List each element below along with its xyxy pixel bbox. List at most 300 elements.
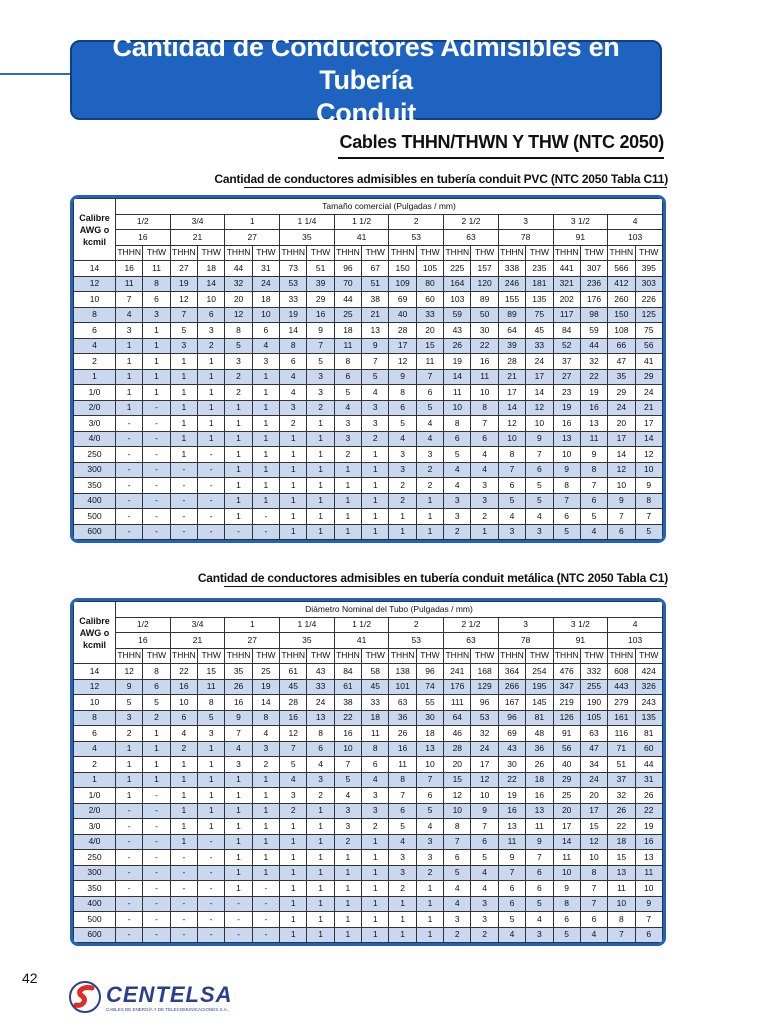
table-cell: 1: [307, 431, 334, 447]
table-cell: 8: [143, 664, 170, 680]
table-cell: 6: [471, 431, 498, 447]
table-cell: 4: [416, 819, 443, 835]
thhn-header: THHN: [444, 245, 471, 261]
table-cell: 1: [252, 478, 279, 494]
table-cell: 4: [416, 416, 443, 432]
table-cell: 22: [635, 803, 662, 819]
thhn-header: THHN: [608, 245, 635, 261]
table-cell: 1: [389, 524, 416, 540]
table-cell: 25: [252, 664, 279, 680]
table-cell: 125: [635, 307, 662, 323]
table-cell: 2: [471, 927, 498, 943]
table-cell: 5: [498, 493, 525, 509]
table-cell: 176: [580, 292, 607, 308]
gauge-cell: 4: [74, 741, 116, 757]
page-title-line1: Cantidad de Conductores Admisibles en Tubería: [112, 31, 620, 95]
table-cell: 7: [334, 757, 361, 773]
table-cell: 7: [170, 307, 197, 323]
table-cell: 37: [553, 354, 580, 370]
table-cell: 1: [225, 400, 252, 416]
table-row: [74, 726, 663, 742]
table-cell: 1: [116, 385, 143, 401]
table-cell: 3: [362, 400, 389, 416]
table-cell: 13: [307, 710, 334, 726]
table-cell: 1: [252, 400, 279, 416]
table-cell: 5: [334, 772, 361, 788]
table-cell: 96: [498, 710, 525, 726]
table-cell: 3: [362, 803, 389, 819]
table-cell: 29: [553, 772, 580, 788]
table-cell: 5: [444, 865, 471, 881]
table-cell: -: [252, 912, 279, 928]
table-cell: 11: [116, 276, 143, 292]
table-cell: 3: [116, 710, 143, 726]
table-cell: -: [116, 819, 143, 835]
table-cell: 24: [526, 354, 553, 370]
page-subtitle: Cables THHN/THWN Y THW (NTC 2050): [339, 132, 664, 152]
table-cell: 33: [307, 679, 334, 695]
table-cell: -: [170, 478, 197, 494]
table-cell: 1: [280, 927, 307, 943]
table-cell: 20: [580, 788, 607, 804]
size-mm-header: 27: [225, 230, 280, 246]
table-cell: 105: [416, 261, 443, 277]
table-cell: 15: [198, 664, 225, 680]
table-cell: 1: [416, 912, 443, 928]
size-mm-header: 63: [444, 230, 499, 246]
table-cell: 69: [498, 726, 525, 742]
table-cell: 3: [334, 416, 361, 432]
table-cell: 6: [553, 912, 580, 928]
table-cell: 7: [416, 369, 443, 385]
gauge-cell: 400: [74, 896, 116, 912]
table-cell: 1: [252, 385, 279, 401]
table-cell: 22: [471, 338, 498, 354]
table-cell: 1: [170, 385, 197, 401]
table-cell: 3: [198, 726, 225, 742]
table-cell: -: [225, 912, 252, 928]
table-cell: 3: [334, 819, 361, 835]
table-cell: 71: [608, 741, 635, 757]
gauge-cell: 6: [74, 323, 116, 339]
size-inch-header: 1 1/2: [334, 617, 389, 633]
gauge-cell: 4: [74, 338, 116, 354]
table-cell: 6: [498, 881, 525, 897]
table-row: [74, 757, 663, 773]
size-mm-header: 35: [280, 633, 335, 649]
table-cell: 80: [416, 276, 443, 292]
table-cell: 26: [635, 788, 662, 804]
gauge-cell: 500: [74, 509, 116, 525]
gauge-cell: 3/0: [74, 819, 116, 835]
table-cell: 1: [143, 338, 170, 354]
table-cell: 6: [198, 307, 225, 323]
table-cell: 38: [362, 292, 389, 308]
table-cell: 6: [580, 493, 607, 509]
table-cell: 32: [471, 726, 498, 742]
table-cell: 35: [225, 664, 252, 680]
table-cell: 18: [198, 261, 225, 277]
table-cell: 225: [444, 261, 471, 277]
gauge-cell: 2: [74, 757, 116, 773]
table-cell: -: [198, 524, 225, 540]
table-cell: 4: [334, 788, 361, 804]
table-cell: 1: [143, 369, 170, 385]
table-cell: 3: [389, 447, 416, 463]
table-cell: 14: [635, 431, 662, 447]
thw-header: THW: [252, 648, 279, 664]
table-cell: 7: [416, 772, 443, 788]
table-cell: 64: [498, 323, 525, 339]
thw-header: THW: [143, 245, 170, 261]
table-cell: 19: [580, 385, 607, 401]
table-cell: 14: [280, 323, 307, 339]
table-cell: 1: [307, 524, 334, 540]
table-cell: 8: [444, 819, 471, 835]
table-cell: 60: [416, 292, 443, 308]
table-cell: 4: [389, 834, 416, 850]
table-cell: 6: [471, 834, 498, 850]
table-cell: 13: [498, 819, 525, 835]
table-row: [74, 695, 663, 711]
table-cell: 40: [389, 307, 416, 323]
table-cell: 476: [553, 664, 580, 680]
table-cell: 1: [252, 865, 279, 881]
table-cell: 8: [307, 726, 334, 742]
table-row: [74, 881, 663, 897]
table-row: [74, 788, 663, 804]
table-cell: 47: [608, 354, 635, 370]
table-cell: 3: [252, 354, 279, 370]
table-cell: 8: [553, 896, 580, 912]
table-cell: 7: [553, 493, 580, 509]
table-cell: 8: [252, 710, 279, 726]
table-cell: -: [116, 896, 143, 912]
table-cell: 17: [635, 416, 662, 432]
table-cell: 29: [307, 292, 334, 308]
table-cell: 1: [252, 462, 279, 478]
table-cell: 20: [444, 757, 471, 773]
table-cell: 4: [280, 369, 307, 385]
table-cell: 6: [526, 865, 553, 881]
table-cell: 6: [608, 524, 635, 540]
table-cell: 3: [389, 865, 416, 881]
table-cell: 45: [362, 679, 389, 695]
table-cell: 1: [334, 896, 361, 912]
table-cell: 19: [553, 400, 580, 416]
table-cell: 33: [416, 307, 443, 323]
table-row: [74, 369, 663, 385]
table-cell: 4: [280, 385, 307, 401]
table-cell: 22: [608, 819, 635, 835]
table-cell: -: [143, 819, 170, 835]
table-cell: 3: [444, 493, 471, 509]
table-cell: 3: [444, 912, 471, 928]
table-cell: -: [143, 896, 170, 912]
table-cell: 1: [362, 850, 389, 866]
table-cell: 19: [498, 788, 525, 804]
table-cell: 1: [198, 819, 225, 835]
thhn-header: THHN: [553, 245, 580, 261]
table-cell: 6: [170, 710, 197, 726]
table-cell: 7: [444, 834, 471, 850]
table-cell: -: [252, 881, 279, 897]
table-cell: 17: [471, 757, 498, 773]
table-cell: 11: [498, 834, 525, 850]
table-cell: 1: [362, 896, 389, 912]
table-cell: -: [225, 927, 252, 943]
table-cell: 4: [580, 927, 607, 943]
table-cell: 14: [252, 695, 279, 711]
table-cell: 26: [526, 757, 553, 773]
table-cell: 6: [580, 912, 607, 928]
table-cell: 10: [198, 292, 225, 308]
table-cell: 441: [553, 261, 580, 277]
table-cell: 10: [444, 803, 471, 819]
thw-header: THW: [362, 648, 389, 664]
table-cell: 43: [307, 664, 334, 680]
table-cell: -: [252, 896, 279, 912]
table-cell: 16: [580, 400, 607, 416]
table-cell: -: [170, 850, 197, 866]
table-cell: -: [198, 850, 225, 866]
table-row: [74, 385, 663, 401]
table-cell: 16: [471, 354, 498, 370]
size-inch-header: 2: [389, 214, 444, 230]
table-cell: 13: [526, 803, 553, 819]
table-cell: 5: [225, 338, 252, 354]
table-cell: 4: [362, 772, 389, 788]
table-cell: 16: [116, 261, 143, 277]
table-cell: 28: [498, 354, 525, 370]
thw-header: THW: [635, 245, 662, 261]
page-number: 42: [22, 970, 38, 986]
table-cell: -: [198, 912, 225, 928]
table-cell: 10: [170, 695, 197, 711]
table-cell: 1: [225, 447, 252, 463]
table-cell: 1: [362, 524, 389, 540]
table-cell: 7: [362, 354, 389, 370]
table-cell: 1: [198, 431, 225, 447]
table-cell: 3: [170, 338, 197, 354]
table-cell: 1: [307, 912, 334, 928]
thw-header: THW: [471, 648, 498, 664]
table-cell: 17: [608, 431, 635, 447]
table-cell: 1: [307, 834, 334, 850]
table-cell: 23: [553, 385, 580, 401]
table-cell: 14: [198, 276, 225, 292]
table-cell: 4: [362, 385, 389, 401]
table-cell: 1: [170, 416, 197, 432]
table-cell: 1: [334, 524, 361, 540]
table-cell: 67: [362, 261, 389, 277]
table-cell: 246: [498, 276, 525, 292]
table-cell: 103: [444, 292, 471, 308]
thw-header: THW: [143, 648, 170, 664]
table-cell: 4: [416, 431, 443, 447]
table-cell: 20: [553, 803, 580, 819]
table-cell: -: [116, 493, 143, 509]
table-cell: 1: [280, 478, 307, 494]
table-cell: 135: [635, 710, 662, 726]
gauge-cell: 3/0: [74, 416, 116, 432]
table-cell: 1: [225, 881, 252, 897]
table-cell: 14: [498, 400, 525, 416]
table-cell: 13: [553, 431, 580, 447]
table-cell: -: [252, 524, 279, 540]
table-cell: 91: [553, 726, 580, 742]
table-cell: 1: [170, 369, 197, 385]
table-cell: 1: [307, 881, 334, 897]
table-cell: 279: [608, 695, 635, 711]
table-cell: 1: [334, 478, 361, 494]
table-cell: 13: [362, 323, 389, 339]
table-cell: 53: [280, 276, 307, 292]
table-cell: 33: [362, 695, 389, 711]
table-row: [74, 276, 663, 292]
centelsa-logo-icon: [68, 980, 102, 1014]
table-cell: 1: [225, 772, 252, 788]
logo-tagline: CABLES DE ENERGÍA Y DE TELECOMUNICACIONES S.A.: [106, 1007, 229, 1012]
table-cell: 129: [471, 679, 498, 695]
table-cell: 7: [580, 896, 607, 912]
table-cell: -: [143, 400, 170, 416]
page-title-banner: [70, 31, 662, 128]
table-cell: 2: [389, 881, 416, 897]
table-cell: 4: [471, 447, 498, 463]
table-cell: 3: [362, 416, 389, 432]
table-cell: 16: [389, 741, 416, 757]
table-cell: 1: [280, 462, 307, 478]
table-cell: 176: [444, 679, 471, 695]
table-cell: 8: [143, 276, 170, 292]
table-cell: 167: [498, 695, 525, 711]
table-row: [74, 400, 663, 416]
table-cell: -: [116, 927, 143, 943]
table-cell: 1: [416, 493, 443, 509]
table-cell: 7: [471, 416, 498, 432]
gauge-cell: 1: [74, 369, 116, 385]
table-cell: 5: [416, 803, 443, 819]
table-cell: 3: [526, 927, 553, 943]
table-cell: -: [198, 834, 225, 850]
table-cell: 21: [362, 307, 389, 323]
table-cell: 1: [170, 803, 197, 819]
table-cell: 16: [307, 307, 334, 323]
table-cell: 7: [498, 865, 525, 881]
table-cell: 24: [635, 385, 662, 401]
table-cell: -: [170, 927, 197, 943]
table-cell: 255: [580, 679, 607, 695]
table-cell: 20: [225, 292, 252, 308]
table-row: [74, 803, 663, 819]
table-cell: -: [170, 865, 197, 881]
table-cell: 5: [170, 323, 197, 339]
table-cell: -: [170, 524, 197, 540]
table-cell: 13: [580, 416, 607, 432]
table-cell: 17: [526, 369, 553, 385]
table-cell: 1: [280, 431, 307, 447]
table-cell: 15: [416, 338, 443, 354]
table-cell: 241: [444, 664, 471, 680]
table-cell: 1: [362, 509, 389, 525]
table-cell: 4: [444, 896, 471, 912]
table-row: [74, 509, 663, 525]
table-cell: 3: [225, 757, 252, 773]
table-row: [74, 338, 663, 354]
table-cell: 26: [225, 679, 252, 695]
table-cell: 11: [143, 261, 170, 277]
table-cell: 1: [362, 834, 389, 850]
thw-header: THW: [198, 245, 225, 261]
table-cell: 14: [526, 385, 553, 401]
gauge-cell: 1/0: [74, 788, 116, 804]
table-cell: 3: [362, 788, 389, 804]
table-cell: 101: [389, 679, 416, 695]
metal-title-underline: [224, 586, 667, 587]
table-cell: 45: [280, 679, 307, 695]
table-cell: 84: [334, 664, 361, 680]
table-cell: 22: [334, 710, 361, 726]
table-cell: 1: [252, 850, 279, 866]
table-cell: 70: [334, 276, 361, 292]
table-cell: 5: [526, 896, 553, 912]
table-cell: 6: [334, 369, 361, 385]
table-cell: 1: [116, 400, 143, 416]
table-cell: 14: [608, 447, 635, 463]
table-cell: 7: [225, 726, 252, 742]
table-row: [74, 416, 663, 432]
table-cell: 52: [553, 338, 580, 354]
thhn-header: THHN: [498, 245, 525, 261]
table-cell: 15: [608, 850, 635, 866]
table-cell: 266: [498, 679, 525, 695]
table-cell: -: [143, 834, 170, 850]
table-cell: 260: [608, 292, 635, 308]
table-cell: -: [116, 431, 143, 447]
thw-header: THW: [416, 245, 443, 261]
table-cell: 29: [608, 385, 635, 401]
table-cell: 19: [252, 679, 279, 695]
table-row: [74, 292, 663, 308]
table-cell: -: [143, 462, 170, 478]
table-caption: Diámetro Nominal del Tubo (Pulgadas / mm): [116, 602, 663, 618]
table-cell: 1: [280, 493, 307, 509]
table-cell: 1: [362, 865, 389, 881]
table-cell: 1: [416, 509, 443, 525]
table-cell: 3: [198, 323, 225, 339]
size-inch-header: 3/4: [170, 214, 225, 230]
table-cell: 6: [444, 850, 471, 866]
table-cell: 5: [280, 757, 307, 773]
table-cell: 12: [116, 664, 143, 680]
table-cell: 9: [553, 462, 580, 478]
table-cell: 6: [280, 354, 307, 370]
size-mm-header: 41: [334, 230, 389, 246]
table-cell: -: [116, 834, 143, 850]
table-cell: 11: [526, 819, 553, 835]
table-cell: 24: [580, 772, 607, 788]
table-cell: 19: [635, 819, 662, 835]
table-cell: 4: [307, 757, 334, 773]
table-cell: 566: [608, 261, 635, 277]
table-cell: 2: [334, 447, 361, 463]
table-cell: 26: [389, 726, 416, 742]
table-cell: 2: [389, 493, 416, 509]
table-cell: 8: [471, 400, 498, 416]
table-cell: -: [198, 462, 225, 478]
table-cell: 1: [198, 803, 225, 819]
